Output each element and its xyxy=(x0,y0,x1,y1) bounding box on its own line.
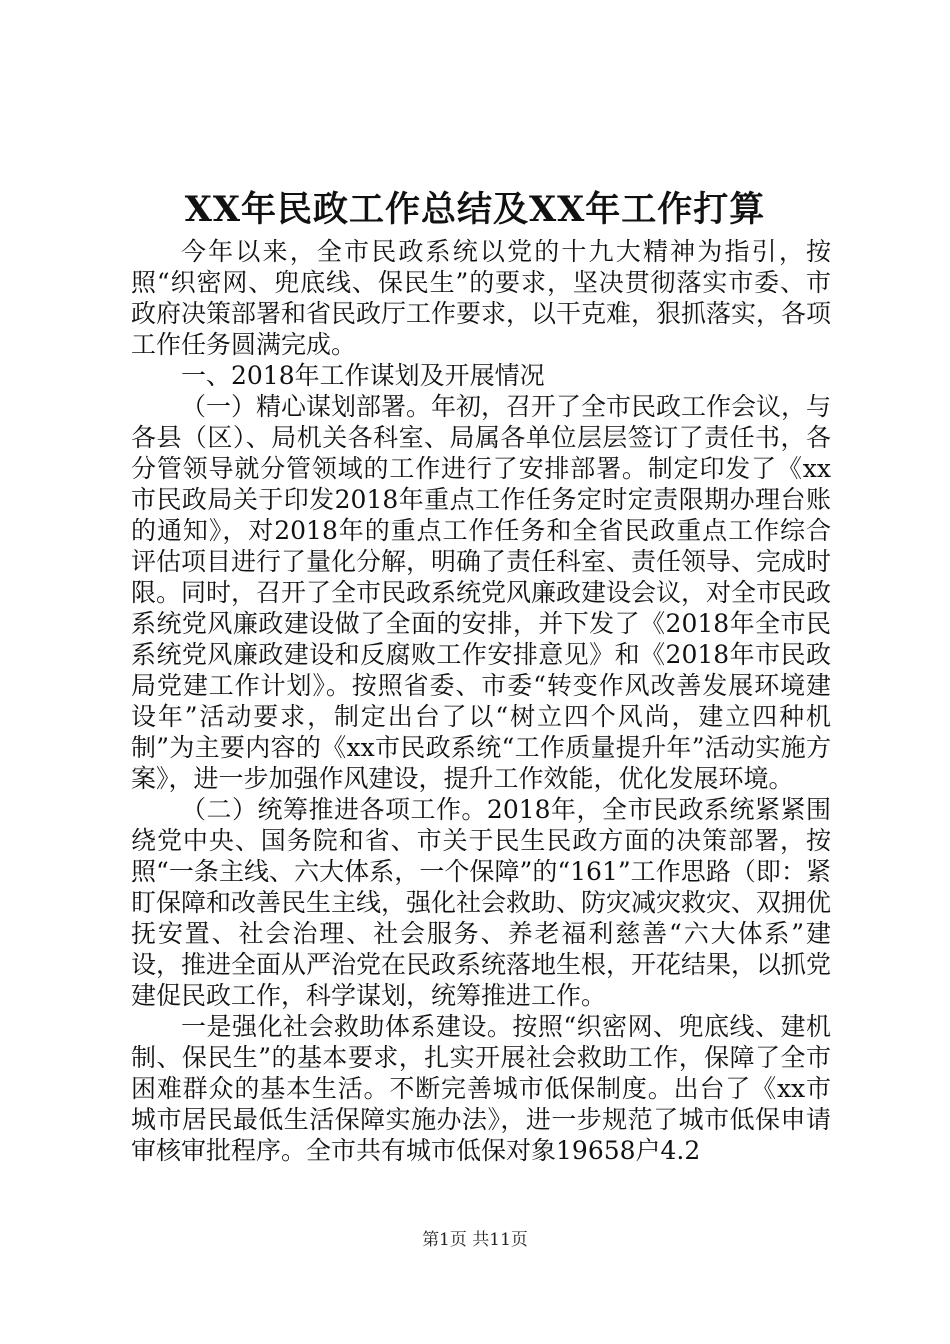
page-number-footer: 第1页 共11页 xyxy=(422,1230,528,1250)
paragraph-intro: 今年以来，全市民政系统以党的十九大精神为指引，按照“织密网、兜底线、保民生”的要求，坚决贯彻落实市委、市政府决策部署和省民政厅工作要求，以干克难，狠抓落实，各项工作任务圆满完成。 xyxy=(131,237,832,359)
document-body xyxy=(131,236,831,1166)
paragraph-social-assistance: 一是强化社会救助体系建设。按照“织密网、兜底线、建机制、保民生”的基本要求，扎实开展社会救助工作，保障了全市困难群众的基本生活。不断完善城市低保制度。出台了《xx市城市居民最低生活保障实施办法》，进一步规范了城市低保申请审核审批程序。全市共有城市低保对象19658户4.2 xyxy=(131,1012,831,1165)
paragraph-planning: （一）精心谋划部署。年初，召开了全市民政工作会议，与各县（区）、局机关各科室、局属各单位层层签订了责任书，各分管领导就分管领域的工作进行了安排部署。制定印发了《xx市民政局关于印发2018年重点工作任务定时定责限期办理台账的通知》，对2018年的重点工作任务和全省民政重点工作综合评估项目进行了量化分解，明确了责任科室、责任领导、完成时限。同时，召开了全市民政系统党风廉政建设会议，对全市民政系统党风廉政建设做了全面的安排，并下发了《2018年全市民系统党风廉政建设和反腐败工作安排意见》和《2018年市民政局党建工作计划》。按照省委、市委“转变作风改善发展环境建设年”活动要求，制定出台了以“树立四个风尚，建立四种机制”为主要内容的《xx市民政系统“工作质量提升年”活动实施方案》，进一步加强作风建设，提升工作效能，优化发展环境。 xyxy=(131,392,832,793)
paragraph-coordination: （二）统筹推进各项工作。2018年，全市民政系统紧紧围绕党中央、国务院和省、市关于民生民政方面的决策部署，按照“一条主线、六大体系，一个保障”的“161”工作思路（即：紧盯保障和改善民生主线，强化社会救助、防灾减灾救灾、双拥优抚安置、社会治理、社会服务、养老福利慈善“六大体系”建设，推进全面从严治党在民政系统落地生根，开花结果，以抓党建促民政工作，科学谋划，统筹推进工作。 xyxy=(131,795,832,1010)
section-heading-1: 一、2018年工作谋划及开展情况 xyxy=(181,361,545,390)
document-title: XX年民政工作总结及XX年工作打算 xyxy=(184,189,766,230)
